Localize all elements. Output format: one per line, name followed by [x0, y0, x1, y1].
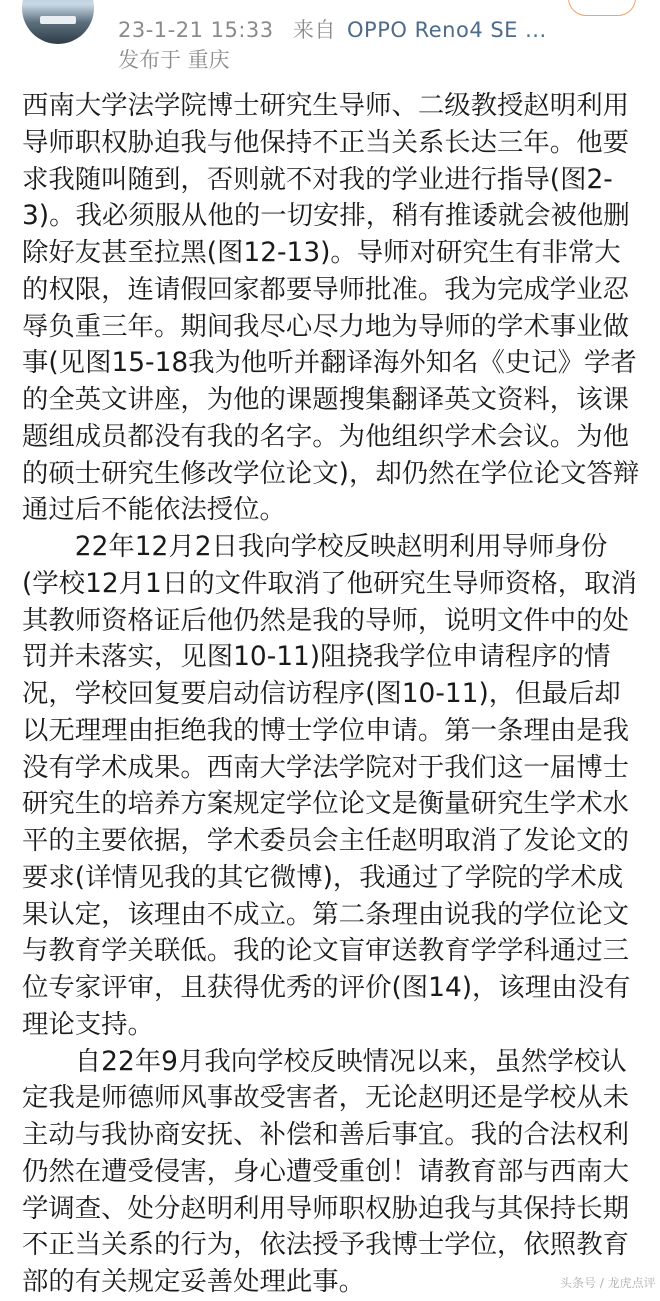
post-paragraph: 自22年9月我向学校反映情况以来，虽然学校认定我是师德师风事故受害者，无论赵明还是学校从未主动与我协商安抚、补偿和善后事宜。我的合法权利仍然在遭受侵害，身心遭受重创！请教育部与西南大学调查、处分赵明利用导师职权胁迫我与其保持长期不正当关系的行为，依法授予我博士学位，依照教育部的有关规定妥善处理此事。: [22, 1045, 629, 1297]
device-link[interactable]: OPPO Reno4 SE ...: [347, 18, 547, 42]
watermark: 头条号 / 龙虎点评: [560, 1276, 656, 1290]
post-header: [0, 0, 660, 90]
post-timestamp: 23-1-21 15:33: [118, 18, 274, 42]
post-location: 发布于 重庆: [118, 48, 230, 72]
avatar[interactable]: [22, 0, 94, 44]
source-prefix: 来自: [292, 18, 336, 42]
post-body: [22, 88, 644, 1301]
post-meta: [118, 14, 547, 44]
follow-button[interactable]: [568, 0, 636, 16]
post-paragraph: 22年12月2日我向学校反映赵明利用导师身份(学校12月1日的文件取消了他研究生导师资格，取消其教师资格证后他仍然是我的导师，说明文件中的处罚并未落实，见图10-11)阻挠我学位申请程序的情况，学校回复要启动信访程序(图10-11)，但最后却以无理理由拒绝我的博士学位申请。第一条理由是我没有学术成果。西南大学法学院对于我们这一届博士研究生的培养方案规定学位论文是衡量研究生学术水平的主要依据，学术委员会主任赵明取消了发论文的要求(详情见我的其它微博)，我通过了学院的学术成果认定，该理由不成立。第二条理由说我的学位论文与教育学关联低。我的论文盲审送教育学学科通过三位专家评审，且获得优秀的评价(图14)，该理由没有理论支持。: [22, 531, 637, 1040]
avatar-image: [40, 16, 76, 24]
post-paragraph: 西南大学法学院博士研究生导师、二级教授赵明利用导师职权胁迫我与他保持不正当关系长达三年。他要求我随叫随到，否则就不对我的学业进行指导(图2-3)。我必须服从他的一切安排，稍有推诿就会被他删除好友甚至拉黑(图12-13)。导师对研究生有非常大的权限，连请假回家都要导师批准。我为完成学业忍辱负重三年。期间我尽心尽力地为导师的学术事业做事(见图15-18我为他听并翻译海外知名《史记》学者的全英文讲座，为他的课题搜集翻译英文资料，该课题组成员都没有我的名字。为他组织学术会议。为他的硕士研究生修改学位论文)，却仍然在学位论文答辩通过后不能依法授位。: [22, 90, 640, 526]
